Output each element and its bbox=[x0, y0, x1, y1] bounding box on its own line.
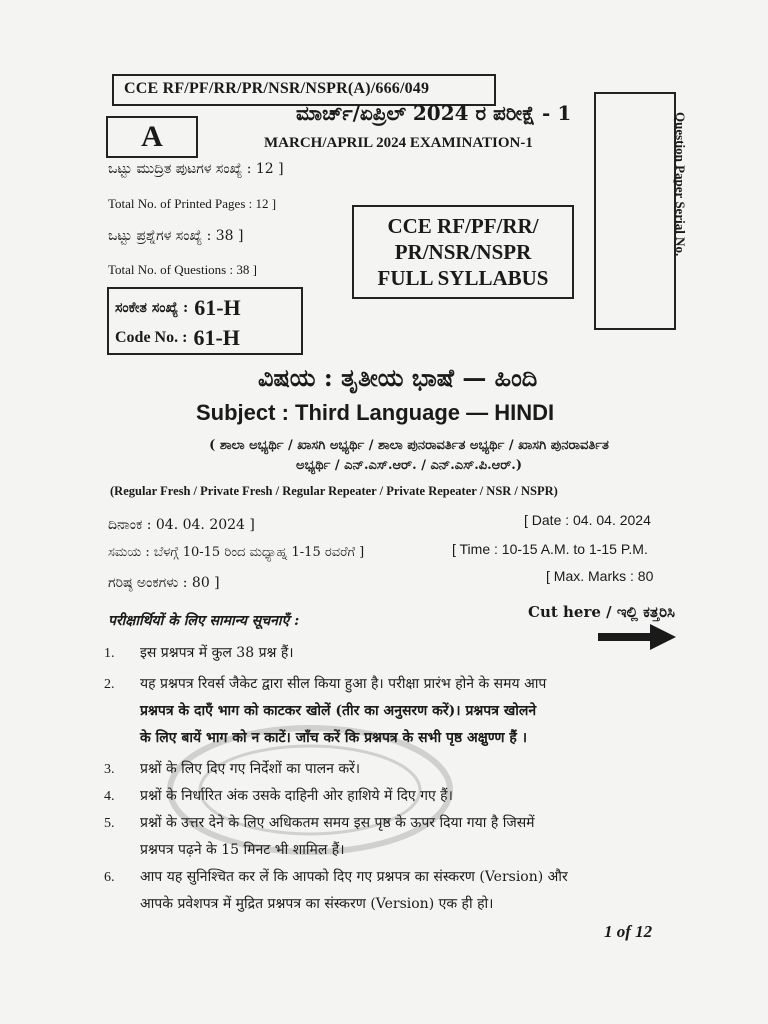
candidate-types-kannada-line-2: ಅಭ್ಯರ್ಥಿ / ಎನ್.ಎಸ್.ಆರ್. / ಎನ್.ಎಸ್.ಪಿ.ಆರ್.) bbox=[296, 458, 522, 473]
code-label-english: Code No. : bbox=[115, 329, 188, 346]
pages-english: Total No. of Printed Pages : 12 ] bbox=[108, 196, 277, 211]
code-value-english: 61-H bbox=[193, 325, 240, 350]
instruction-text: के लिए बायें भाग को न काटें। जाँच करें कि प्रश्नपत्र के सभी पृष्ठ अक्षुण्ण हैं । bbox=[140, 730, 528, 746]
instruction-text: प्रश्नों के निर्धारित अंक उसके दाहिनी ओर हाशिये में दिए गए हैं। bbox=[140, 788, 453, 804]
candidate-types-kannada bbox=[114, 436, 704, 476]
instruction-text: प्रश्नपत्र पढ़ने के 15 मिनट भी शामिल हैं। bbox=[140, 842, 345, 858]
cut-here-label: Cut here / ಇಲ್ಲಿ ಕತ್ತರಿಸಿ bbox=[528, 603, 675, 621]
serial-number-label: Question Paper Serial No. bbox=[673, 112, 688, 257]
instruction-number: 3. bbox=[104, 762, 115, 777]
instruction-number: 2. bbox=[104, 677, 115, 692]
questions-english: Total No. of Questions : 38 ] bbox=[108, 262, 257, 277]
version-badge: A bbox=[106, 116, 198, 158]
serial-number-box bbox=[594, 92, 676, 330]
instruction-number: 6. bbox=[104, 870, 115, 885]
pages-kannada: ಒಟ್ಟು ಮುದ್ರಿತ ಪುಟಗಳ ಸಂಖ್ಯೆ : 12 ] bbox=[108, 161, 284, 177]
marks-english: [ Max. Marks : 80 bbox=[546, 568, 654, 584]
candidate-types-english: (Regular Fresh / Private Fresh / Regular Repeater / Private Repeater / NSR / NSPR) bbox=[110, 484, 558, 498]
instruction-text: प्रश्नों के लिए दिए गए निर्देशों का पालन करें। bbox=[140, 761, 361, 777]
instruction-text: प्रश्नपत्र के दाएँ भाग को काटकर खोलें (तीर का अनुसरण करें)। प्रश्नपत्र खोलने bbox=[140, 703, 537, 719]
date-kannada: ದಿನಾಂಕ : 04. 04. 2024 ] bbox=[108, 517, 255, 533]
instructions-heading: परीक्षार्थियों के लिए सामान्य सूचनाएँ : bbox=[108, 613, 300, 629]
syllabus-line-2: PR/NSR/NSPR bbox=[394, 240, 532, 264]
code-value-kannada: 61-H bbox=[194, 295, 241, 320]
instruction-text: इस प्रश्नपत्र में कुल 38 प्रश्न हैं। bbox=[140, 645, 294, 661]
exam-title-kannada: ಮಾರ್ಚ್/ಏಪ್ರಿಲ್ 2024 ರ ಪರೀಕ್ಷೆ - 1 bbox=[296, 101, 572, 125]
paper-code-line: CCE RF/PF/RR/PR/NSR/NSPR(A)/666/049 bbox=[112, 74, 496, 106]
instruction-number: 5. bbox=[104, 816, 115, 831]
marks-kannada: ಗರಿಷ್ಠ ಅಂಕಗಳು : 80 ] bbox=[108, 575, 220, 591]
instruction-number: 1. bbox=[104, 646, 115, 661]
exam-title-english: MARCH/APRIL 2024 EXAMINATION-1 bbox=[264, 135, 533, 151]
subject-kannada: ವಿಷಯ : ತೃತೀಯ ಭಾಷೆ — ಹಿಂದಿ bbox=[258, 363, 538, 392]
code-number-box bbox=[107, 287, 303, 355]
instruction-text: प्रश्नों के उत्तर देने के लिए अधिकतम समय इस पृष्ठ के ऊपर दिया गया है जिसमें bbox=[140, 815, 535, 831]
page-number: 1 of 12 bbox=[604, 922, 653, 941]
syllabus-box bbox=[352, 205, 574, 299]
instruction-item bbox=[104, 640, 674, 667]
syllabus-line-1: CCE RF/PF/RR/ bbox=[387, 214, 539, 238]
date-english: [ Date : 04. 04. 2024 bbox=[524, 512, 651, 528]
code-label-kannada: ಸಂಕೇತ ಸಂಖ್ಯೆ : bbox=[115, 300, 189, 316]
seal-stamp-icon bbox=[160, 720, 460, 860]
time-english: [ Time : 10-15 A.M. to 1-15 P.M. bbox=[452, 541, 648, 557]
instruction-text: आप यह सुनिश्चित कर लें कि आपको दिए गए प्रश्नपत्र का संस्करण (Version) और bbox=[140, 869, 568, 885]
instruction-text: आपके प्रवेशपत्र में मुद्रित प्रश्नपत्र का संस्करण (Version) एक ही हो। bbox=[140, 896, 494, 912]
instruction-text: यह प्रश्नपत्र रिवर्स जैकेट द्वारा सील किया हुआ है। परीक्षा प्रारंभ होने के समय आप bbox=[140, 676, 547, 692]
instruction-number: 4. bbox=[104, 789, 115, 804]
candidate-types-kannada-line-1: ( ಶಾಲಾ ಅಭ್ಯರ್ಥಿ / ಖಾಸಗಿ ಅಭ್ಯರ್ಥಿ / ಶಾಲಾ ಪುನರಾವರ್ತಿತ ಅಭ್ಯರ್ಥಿ / ಖಾಸಗಿ ಪುನರಾವರ್ತಿತ bbox=[209, 438, 609, 453]
subject-english: Subject : Third Language — HINDI bbox=[196, 400, 555, 425]
questions-kannada: ಒಟ್ಟು ಪ್ರಶ್ನೆಗಳ ಸಂಖ್ಯೆ : 38 ] bbox=[108, 228, 244, 244]
syllabus-line-3: FULL SYLLABUS bbox=[377, 266, 549, 290]
instruction-item bbox=[104, 864, 674, 918]
time-kannada: ಸಮಯ : ಬೆಳಗ್ಗೆ 10-15 ರಿಂದ ಮಧ್ಯಾಹ್ನ 1-15 ರವರೆಗೆ ] bbox=[108, 545, 365, 560]
